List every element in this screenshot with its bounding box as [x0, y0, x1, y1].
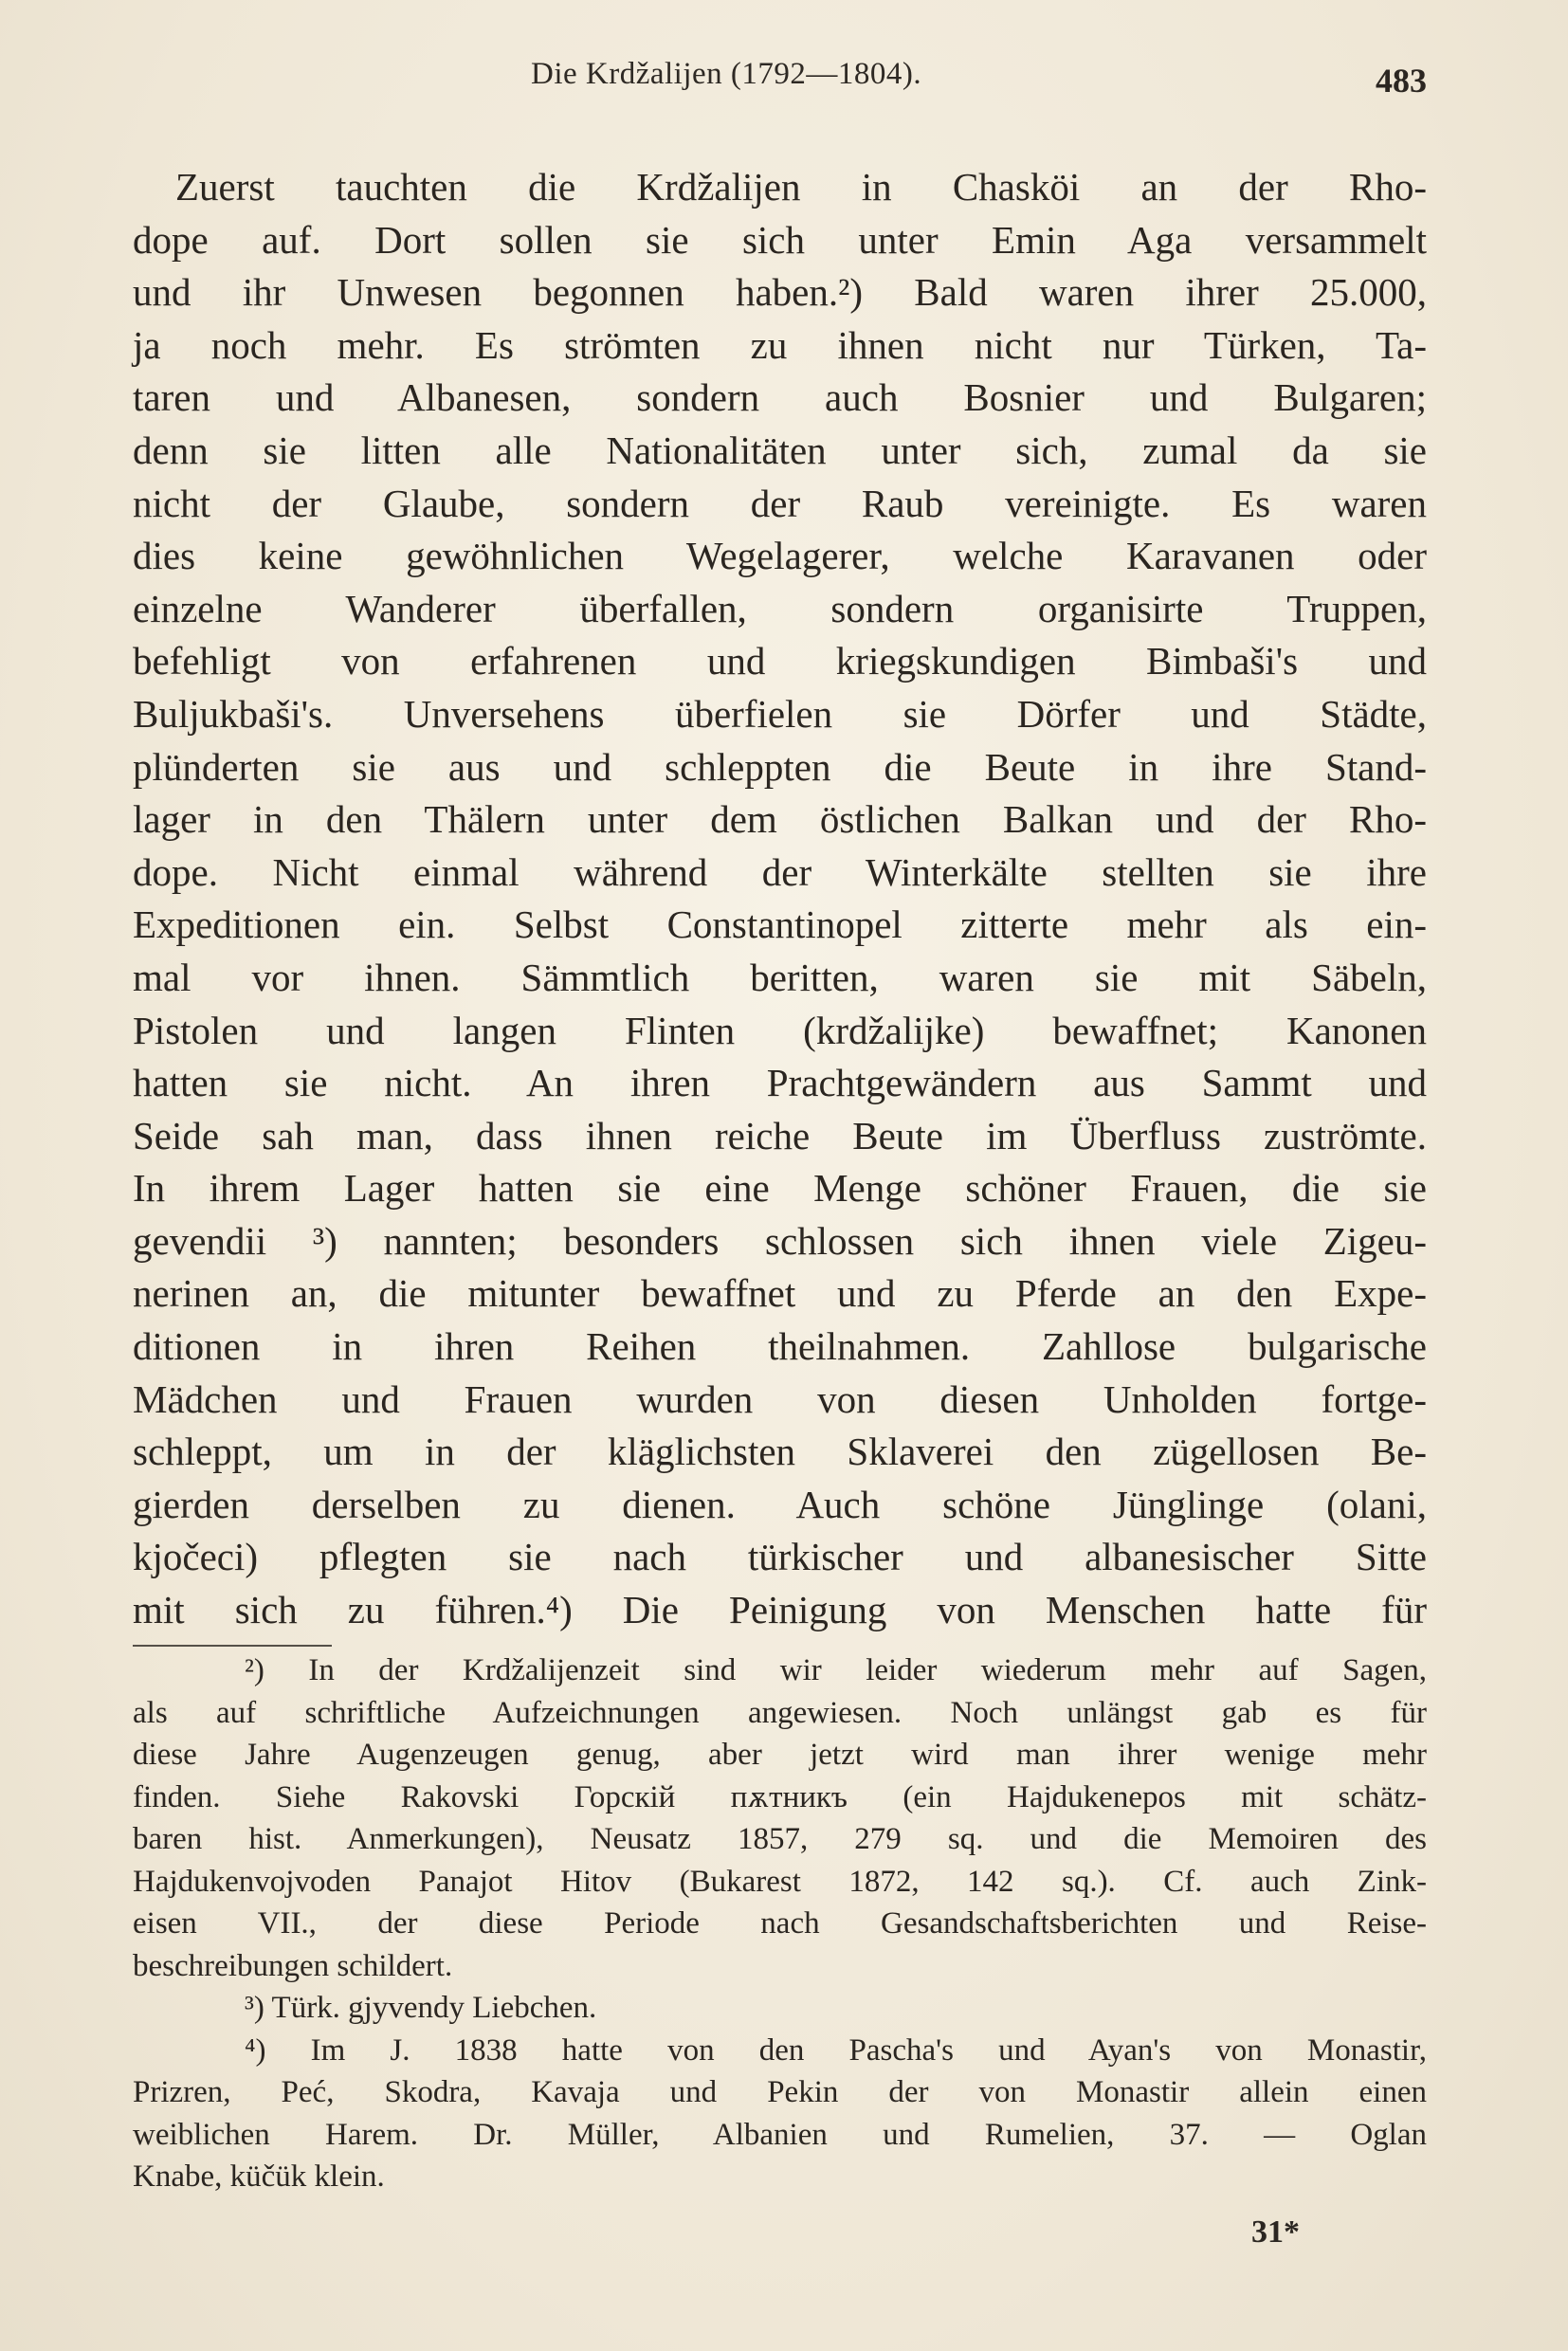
body-line: dies keine gewöhnlichen Wegelagerer, welche Karavanen oder — [133, 534, 1427, 578]
body-line: mal vor ihnen. Sämmtlich beritten, waren sie mit Säbeln, — [133, 955, 1427, 999]
body-line: einzelne Wanderer überfallen, sondern organisirte Truppen, — [133, 586, 1427, 630]
body-line: In ihrem Lager hatten sie eine Menge schöner Frauen, die sie — [133, 1166, 1427, 1211]
page-number: 483 — [1376, 62, 1427, 100]
footnote-line: baren hist. Anmerkungen), Neusatz 1857, 279 sq. und die Memoiren des — [133, 1822, 1427, 1856]
body-line: und ihr Unwesen begonnen haben.²) Bald waren ihrer 25.000, — [133, 270, 1427, 315]
body-line: dope. Nicht einmal während der Winterkälte stellten sie ihre — [133, 849, 1427, 894]
body-line: Buljukbaši's. Unversehens überfielen sie Dörfer und Städte, — [133, 691, 1427, 736]
footnote-line: ⁴) Im J. 1838 hatte von den Pascha's und Ayan's von Monastir, — [245, 2032, 1427, 2068]
footnote-line: als auf schriftliche Aufzeichnungen angewiesen. Noch unlängst gab es für — [133, 1695, 1427, 1730]
footnote-line: diese Jahre Augenzeugen genug, aber jetzt wird man ihrer wenige mehr — [133, 1738, 1427, 1772]
book-page — [133, 0, 1427, 2351]
footnote-line: ³) Türk. gjyvendy Liebchen. — [245, 1991, 597, 2025]
body-line: Mädchen und Frauen wurden von diesen Unholden fortge- — [133, 1376, 1427, 1421]
body-line: gevendii ³) nannten; besonders schlossen sich ihnen viele Zigeu- — [133, 1218, 1427, 1263]
footnote-line: beschreibungen schildert. — [133, 1948, 453, 1983]
body-line: ditionen in ihren Reihen theilnahmen. Zahllose bulgarische — [133, 1324, 1427, 1369]
body-line: plünderten sie aus und schleppten die Beute in ihre Stand- — [133, 744, 1427, 789]
footnote-line: Knabe, küčük klein. — [133, 2160, 385, 2194]
body-line: Expeditionen ein. Selbst Constantinopel zitterte mehr als ein- — [133, 902, 1427, 947]
footnotes — [133, 1649, 1427, 2198]
body-line: Seide sah man, dass ihnen reiche Beute im Überfluss zuströmte. — [133, 1113, 1427, 1157]
signature-mark: 31* — [1251, 2214, 1300, 2250]
body-line: nicht der Glaube, sondern der Raub vereinigte. Es waren — [133, 481, 1427, 525]
body-line: lager in den Thälern unter dem östlichen Balkan und der Rho- — [133, 797, 1427, 842]
running-title: Die Krdžalijen (1792—1804). — [531, 57, 922, 91]
footnote-line: eisen VII., der diese Periode nach Gesandschaftsberichten und Reise- — [133, 1906, 1427, 1941]
body-line: hatten sie nicht. An ihren Prachtgewändern aus Sammt und — [133, 1061, 1427, 1105]
body-line: denn sie litten alle Nationalitäten unter sich, zumal da sie — [133, 428, 1427, 472]
footnote-line: Hajdukenvojvoden Panajot Hitov (Bukarest 1872, 142 sq.). Cf. auch Zink- — [133, 1864, 1427, 1899]
body-line: mit sich zu führen.⁴) Die Peinigung von Menschen hatte für — [133, 1588, 1427, 1632]
body-line: gierden derselben zu dienen. Auch schöne Jünglinge (olani, — [133, 1482, 1427, 1526]
body-line: kjočeci) pflegten sie nach türkischer und albanesischer Sitte — [133, 1535, 1427, 1579]
footnote-line: ²) In der Krdžalijenzeit sind wir leider wiederum mehr auf Sagen, — [245, 1653, 1427, 1687]
body-line: ja noch mehr. Es strömten zu ihnen nicht nur Türken, Ta- — [133, 322, 1427, 367]
running-head — [133, 57, 1427, 104]
body-line: Zuerst tauchten die Krdžalijen in Chasköi an der Rho- — [175, 165, 1427, 209]
body-text — [133, 161, 1427, 1637]
footnote-line: finden. Siehe Rakovski Горскій пѫтникъ (ein Hajdukenepos mit schätz- — [133, 1779, 1427, 1814]
footnote-rule — [133, 1645, 332, 1647]
body-line: nerinen an, die mitunter bewaffnet und zu Pferde an den Expe- — [133, 1271, 1427, 1316]
footnote-line: Prizren, Peć, Skodra, Kavaja und Pekin der von Monastir allein einen — [133, 2075, 1427, 2109]
body-line: schleppt, um in der kläglichsten Sklaverei den zügellosen Be- — [133, 1430, 1427, 1474]
body-line: Pistolen und langen Flinten (krdžalijke) bewaffnet; Kanonen — [133, 1008, 1427, 1052]
body-line: dope auf. Dort sollen sie sich unter Emin Aga versammelt — [133, 217, 1427, 262]
footnote-line: weiblichen Harem. Dr. Müller, Albanien und Rumelien, 37. — Oglan — [133, 2117, 1427, 2152]
body-line: befehligt von erfahrenen und kriegskundigen Bimbaši's und — [133, 639, 1427, 683]
body-line: taren und Albanesen, sondern auch Bosnier und Bulgaren; — [133, 375, 1427, 420]
